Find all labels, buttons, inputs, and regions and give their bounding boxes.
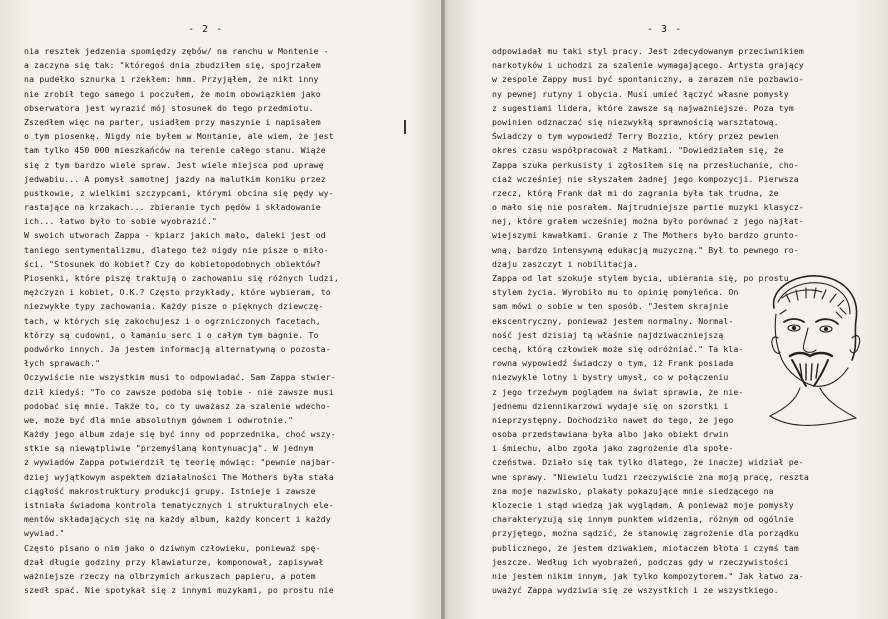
text-line: nia resztek jedzenia spomiędzy zębów/ na ranchu w Montenie - [24,46,329,56]
text-line: Zappa od lat szokuje stylem bycia, ubierania się, po prostu [492,273,789,283]
text-line: tam tylko 450 000 mieszkańców na terenie całego stanu. Wiąże [24,145,326,156]
text-line: taniego sentymentalizmu, dlatego też nigdy nie pisze o miło- [24,244,329,255]
text-line: wiejszymi kawałkami. Granie z The Mothers było bardzo grunto- [492,230,799,241]
text-line: rastające na krzakach... zbieranie tych pędów i składowanie [24,202,321,213]
text-line: Oczywiście nie wszystkim musi to odpowiadać. Sam Zappa stwier- [24,372,336,383]
text-line: ekscentryczny, ponieważ jestem normalny. Normal- [492,315,734,326]
text-line: jednemu dziennikarzowi wydaje się on szorstki i [492,400,729,411]
text-line: się z tym bardzo wiele spraw. Jest wiele miejsca pod uprawę [24,159,324,170]
margin-mark [404,120,406,134]
text-line: nie zrobił tego samego i poczułem, że moim obowiązkiem jako [24,88,321,99]
text-line: Świadczy o tym wypowiedź Terry Bozzio, który przez pewien [492,131,779,142]
text-line: Piosenki, które piszę traktują o zachowaniu się różnych ludzi, [24,273,339,283]
text-line: jedwabiu... A pomysł samotnej jazdy na malutkim koniku przez [24,173,326,184]
text-line: ciągłość makrostruktury produkcji grupy. Istnieje i zawsze [24,485,316,496]
text-line: sam mówi o sobie w ten sposób. "Jestem skrajnie [492,301,729,312]
text-line: przyjętego, można sądzić, że stanowię zagrożenie dla porządku [492,528,799,539]
text-line: wną, bardzo intensywną edukacją muzyczną." Był to pewnego ro- [492,244,799,255]
text-line: wne sprawy. "Niewielu ludzi rzeczywiście zna moją pracę, reszta [492,471,809,482]
text-line: tach, w których się zakochujesz i o ogrzniczonych facetach, [24,315,321,326]
text-line: a zaczyna się tak: "któregoś dnia zbudziłem się, spojrzałem [24,60,321,71]
text-line: pustkowie, z wielkimi szczypcami, którymi obcina się pędy wy- [24,187,334,198]
text-line: rowna wypowiedź świadczy o tym, iż Frank posiada [492,358,734,369]
text-line: powinien odznaczać się niezwykłą sprawnością warsztatową. [492,116,779,127]
text-line: osoba przedstawiana była albo jako obiekt drwin [492,429,729,440]
text-line: obserwatora jest wyrazić mój stosunek do tego przedmiotu. [24,102,314,113]
text-line: stkie są niewątpliwie "przemyślaną kontynuacją". W jednym [24,443,314,454]
text-line: ści. "Stosunek do kobiet? Czy do kobietopodobnych obiektów? [24,258,321,269]
text-line: szedł spać. Nie spotykał się z innymi muzykami, po prostu nie [24,585,334,596]
text-line: podwórko innych. Ja jestem informacją alternatywną o pozosta- [24,343,331,354]
text-line: charakteryzują się innym punktem widzenia, różnym od ogólnie [492,514,794,525]
text-line: odpowiadał mu taki styl pracy. Jest zdecydowanym przeciwnikiem [492,46,804,56]
text-line: ność jest dzisiaj tą właśnie najdziwaczniejszą [492,329,724,340]
text-line: stylem życia. Wyrobiło mu to opinię pomyleńca. On [492,287,739,298]
text-line: nej, które grałem wcześniej można było porównać z jego najłat- [492,216,804,227]
text-line: łych sprawach." [24,358,101,369]
text-line: okres czasu współpracował z Matkami. "Dowiedziałem się, że [492,145,784,156]
text-line: mężczyzn i kobiet, O.K.? Często przykłady, które wybieram, to [24,287,331,298]
text-line: dzaju zaszczyt i nobilitacja. [492,258,638,269]
text-line: niezwykłe typy zachowania. Każdy pisze o pięknych dziewczę- [24,301,324,312]
text-line: Często pisano o nim jako o dziwnym człowieku, ponieważ spę- [24,542,321,553]
text-line: i śmiechu, albo zgoła jako zagrożenie dla społe- [492,443,734,454]
text-line: niezwykle lotny i bystry umysł, co w połączeniu [492,372,729,383]
text-line: z sugestiami lidera, które zawsze są najważniejsze. Poza tym [492,102,794,113]
text-line: W swoich utworach Zappa - kpiarz jakich mało, daleki jest od [24,230,326,241]
text-line: podobać się mnie. Także to, co ty uważasz za szalenie wdecho- [24,400,331,411]
text-line: ważniejsze rzeczy na olbrzymich arkuszach papieru, a potem [24,570,316,581]
text-line: z wywiadów Zappa potwierdził tę teorię mówiąc: "pewnie najbar- [24,457,336,468]
text-line: Zappa szuka perkusisty i zgłosiłem się na przesłuchanie, cho- [492,159,799,170]
text-line: czeństwa. Działo się tak tylko dlatego, że inaczej widział pe- [492,457,804,468]
text-line: zna moje nazwisko, plakaty pokazujące mnie siedzącego na [492,485,774,496]
text-line: dziej wyjątkowym aspektem działalności The Mothers była stała [24,471,334,482]
text-line: istniała świadoma kontrola tematycznych i strukturalnych ele- [24,500,334,510]
text-line: narkotyków i uchodzi za szalenie wymagającego. Artysta grający [492,60,804,71]
text-line: dzał długie godziny przy klawiaturze, komponował, zapisywał [24,556,324,567]
text-line: publicznego, że jestem dziwakiem, miotaczem błota i czymś tam [492,542,799,553]
text-line: cechą, którą człowiek może się odróżniać." Ta kla- [492,343,744,354]
text-line: jeszcze. Według ich wyobrażeń, podczas gdy w rzeczywistości [492,556,789,567]
text-line: nieprzystępny. Dochodziło nawet do tego, że jego [492,414,734,425]
text-line: rzecz, którą Frank dał mi do zagrania była tak trudna, że [492,187,779,198]
text-line: uważyć Zappa wydziwia się ze wszystkich i ze wszystkiego. [492,585,779,596]
text-line: w zespole Zappy musi być spontaniczny, a zarazem nie pozbawio- [492,74,804,85]
text-line: z jego trzeźwym poglądem na świat sprawia, że nie- [492,386,744,397]
text-line: mentów składających się na każdy album, każdy koncert i każdy [24,514,331,525]
text-line: ich... łatwo było to sobie wyobrazić." [24,216,218,227]
page-number: - 3 - [647,24,683,35]
text-line: wywiad." [24,528,65,539]
text-line: na pudełko sznurka i rzekłem: hmm. Przyjąłem, że nikt inny [24,74,319,85]
text-line: ciaż wcześniej nie słyszałem żadnej jego kompozycji. Pierwsza [492,173,799,184]
portrait-illustration [756,268,870,438]
text-line: którzy są cudowni, o łamaniu serc i o całym tym bagnie. To [24,329,319,340]
text-line: nie jestem nikim innym, jak tylko kompozytorem." Jak łatwo za- [492,570,804,581]
text-column [24,44,339,597]
text-line: we, może być dla mnie absolutnym gównem i odwrotnie." [24,414,294,425]
text-line: dził kiedyś: "To co zawsze podoba się tobie - nie zawsze musi [24,386,334,397]
page-number: - 2 - [188,24,224,35]
text-line: Każdy jego album zdaje się być inny od poprzednika, choć wszy- [24,429,336,440]
text-line: ny pewnej rutyny i obycia. Musi umieć łączyć własne pomysły [492,88,789,99]
text-line: o tym piosenkę. Nigdy nie byłem w Montanie, ale wiem, że jest [24,131,334,142]
text-line: klozecie i stąd wiedzą jak wyglądam. A ponieważ moje pomysły [492,500,794,510]
text-line: o mało się nie posrałem. Najtrudniejsze partie muzyki klasycz- [492,202,804,213]
text-line: Zszedłem więc na parter, usiadłem przy maszynie i napisałem [24,116,321,127]
left-page [0,0,440,619]
